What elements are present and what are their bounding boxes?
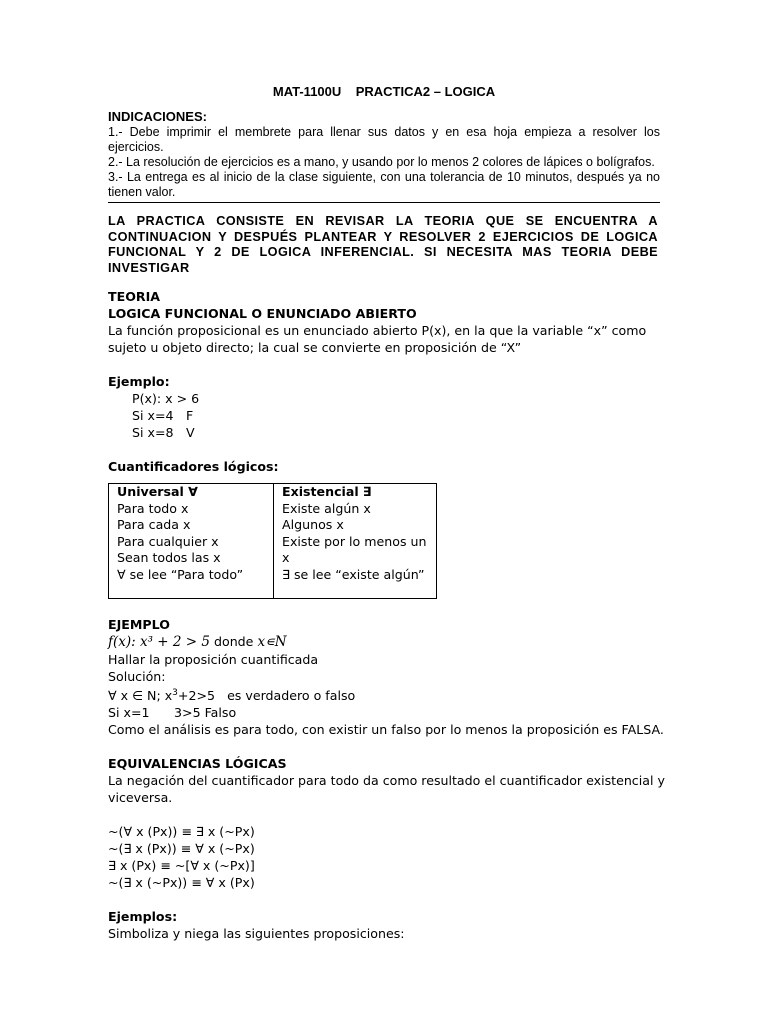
ejemplo1-line	[108, 407, 668, 424]
ejemplo2-si-line	[108, 704, 668, 721]
solution-superscript: 3	[172, 688, 178, 698]
universal-row: Para cualquier x	[117, 533, 219, 549]
indicacion-item: 2.- La resolución de ejercicios es a mano, y usando por lo menos 2 colores de lápices o bolígrafos.	[108, 155, 655, 169]
cuantificadores-heading: Cuantificadores lógicos:	[108, 459, 279, 474]
equivalencia-formula: ∃ x (Px) ≡ ~[∀ x (~Px)]	[108, 858, 255, 874]
universal-row: Para cada x	[117, 517, 191, 532]
universal-header: Universal ∀	[117, 484, 198, 499]
universal-row: Para todo x	[117, 500, 189, 516]
ejemplo2-formula: f(x): x³ + 2 > 5	[108, 634, 210, 650]
existencial-row: ∃ se lee “existe algún”	[282, 566, 425, 582]
indicacion-item: 1.- Debe imprimir el membrete para llenar sus datos y en esa hoja empieza a resolver los ejercicios.	[108, 125, 660, 154]
ejemplo1-expr: P(x): x > 6	[132, 391, 200, 406]
teoria-heading: TEORIA	[108, 289, 161, 304]
si-result: 3>5 Falso	[174, 705, 237, 721]
teoria-text: La función proposicional es un enunciado abierto P(x), en la que la variable “x” como sujeto u objeto directo; la cual se convierte en proposición de “X”	[108, 323, 647, 355]
ejemplo2-domain: x∊N	[257, 634, 287, 650]
solution-part: ∀ x ∈ N; x	[108, 688, 173, 704]
ejemplo1-line	[108, 390, 668, 407]
solution-part: es verdadero o falso	[227, 688, 356, 704]
existencial-header: Existencial ∃	[282, 484, 372, 499]
si-case: Si x=1	[108, 705, 150, 721]
ejemplos-heading: Ejemplos:	[108, 909, 178, 925]
teoria-subheading: LOGICA FUNCIONAL O ENUNCIADO ABIERTO	[108, 306, 417, 321]
ejemplo1-heading: Ejemplo:	[108, 374, 170, 389]
ejemplos-text: Simboliza y niega las siguientes proposiciones:	[108, 926, 405, 942]
universal-column	[109, 484, 274, 599]
ejemplo1-value: F	[186, 408, 194, 423]
ejemplo1-expr: Si x=8	[132, 425, 174, 440]
section-divider	[108, 202, 660, 203]
universal-row: ∀ se lee “Para todo”	[117, 566, 244, 582]
equivalencia-formula: ~(∃ x (Px)) ≡ ∀ x (~Px)	[108, 841, 255, 857]
universal-row: Sean todos las x	[117, 550, 221, 565]
solution-part: +2>5	[177, 688, 216, 704]
indicacion-item: 3.- La entrega es al inicio de la clase siguiente, con una tolerancia de 10 minutos, después ya no tienen valor.	[108, 170, 660, 199]
ejemplo2-formula-suffix: donde	[214, 634, 254, 649]
ejemplo2-line: Hallar la proposición cuantificada	[108, 652, 319, 667]
ejemplo2-line: Solución:	[108, 669, 166, 684]
existencial-row: Existe algún x	[282, 500, 371, 516]
ejemplo1-expr: Si x=4	[132, 408, 174, 423]
intro-paragraph: LA PRACTICA CONSISTE EN REVISAR LA TEORIA QUE SE ENCUENTRA A CONTINUACION Y DESPUÉS PLANTEAR Y RESOLVER 2 EJERCICIOS DE LOGICA FUNCIONAL Y 2 DE LOGICA INFERENCIAL. SI NECESITA MAS TEORIA DEBE INVESTIGAR	[108, 214, 658, 275]
ejemplo1-line	[108, 424, 668, 441]
document-title: MAT-1100U PRACTICA2 – LOGICA	[272, 84, 496, 99]
equivalencia-formula: ~(∃ x (~Px)) ≡ ∀ x (Px)	[108, 875, 255, 891]
existencial-column	[274, 484, 437, 599]
ejemplo2-formula-line	[108, 633, 668, 651]
ejemplo2-conclusion: Como el análisis es para todo, con existir un falso por lo menos la proposición es FALSA.	[108, 722, 664, 738]
theory-body	[108, 288, 668, 942]
existencial-row: Algunos x	[282, 517, 344, 532]
ejemplo2-solution	[108, 685, 668, 704]
equivalencias-text: La negación del cuantificador para todo da como resultado el cuantificador existencial y viceversa.	[108, 773, 665, 806]
equivalencias-heading: EQUIVALENCIAS LÓGICAS	[108, 756, 287, 772]
existencial-row: Existe por lo menos un x	[282, 533, 427, 565]
ejemplo1-value: V	[186, 425, 195, 440]
indicaciones-section	[108, 109, 660, 200]
cuantificadores-table	[108, 483, 437, 599]
equivalencia-formula: ~(∀ x (Px)) ≡ ∃ x (~Px)	[108, 824, 255, 840]
indicaciones-heading: INDICACIONES:	[108, 109, 207, 124]
ejemplo2-heading: EJEMPLO	[108, 617, 170, 632]
